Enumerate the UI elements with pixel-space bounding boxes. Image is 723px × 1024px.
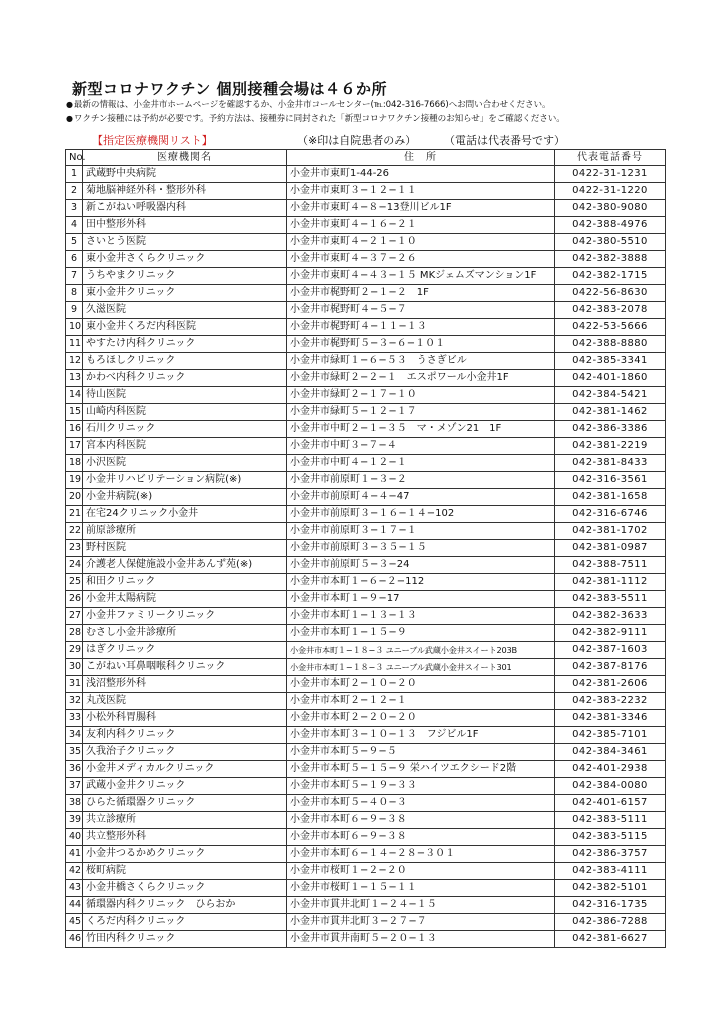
table-row — [66, 489, 666, 506]
row-number: 13 — [66, 370, 83, 387]
institution-name: 東小金井さくらクリニック — [83, 251, 287, 268]
institution-phone: 042-386-3757 — [555, 846, 666, 863]
institution-name: 在宅24クリニック小金井 — [83, 506, 287, 523]
institution-phone: 042-383-5511 — [555, 591, 666, 608]
table-row — [66, 234, 666, 251]
row-number: 22 — [66, 523, 83, 540]
institution-address: 小金井市本町５−９−５ — [287, 744, 555, 761]
institution-address: 小金井市中町３−７−４ — [287, 438, 555, 455]
institution-address: 小金井市梶野町５−３−６−１０１ — [287, 336, 555, 353]
institution-name: 共立診療所 — [83, 812, 287, 829]
institution-address: 小金井市本町１−１５−９ — [287, 625, 555, 642]
table-row — [66, 744, 666, 761]
institution-name: うちやまクリニック — [83, 268, 287, 285]
institution-address: 小金井市本町１−６−２−112 — [287, 574, 555, 591]
institution-phone: 042-382-1715 — [555, 268, 666, 285]
table-row — [66, 370, 666, 387]
table-row — [66, 268, 666, 285]
table-row — [66, 506, 666, 523]
row-number: 5 — [66, 234, 83, 251]
institution-name: 小松外科胃腸科 — [83, 710, 287, 727]
institution-address: 小金井市本町６−９−３８ — [287, 812, 555, 829]
table-header-row — [66, 150, 666, 166]
table-row — [66, 523, 666, 540]
institution-name: 久我治子クリニック — [83, 744, 287, 761]
table-row — [66, 455, 666, 472]
row-number: 10 — [66, 319, 83, 336]
row-number: 46 — [66, 931, 83, 948]
row-number: 8 — [66, 285, 83, 302]
institution-address: 小金井市本町５−４０−３ — [287, 795, 555, 812]
institution-phone: 042-388-7511 — [555, 557, 666, 574]
institution-name: 和田クリニック — [83, 574, 287, 591]
institution-address: 小金井市本町２−１２−１ — [287, 693, 555, 710]
institution-name: 丸茂医院 — [83, 693, 287, 710]
table-row — [66, 353, 666, 370]
institution-name: 浅沼整形外科 — [83, 676, 287, 693]
institution-phone: 042-385-3341 — [555, 353, 666, 370]
header-address: 住 所 — [287, 150, 555, 166]
row-number: 31 — [66, 676, 83, 693]
table-row — [66, 183, 666, 200]
row-number: 30 — [66, 659, 83, 676]
row-number: 24 — [66, 557, 83, 574]
phone-note: （電話は代表番号です） — [444, 134, 565, 147]
header-no: No. — [66, 150, 83, 166]
institution-name: やすたけ内科クリニック — [83, 336, 287, 353]
institution-name: 小金井ファミリークリニック — [83, 608, 287, 625]
row-number: 44 — [66, 897, 83, 914]
row-number: 18 — [66, 455, 83, 472]
page-title: 新型コロナワクチン 個別接種会場は４６か所 — [72, 80, 387, 98]
institution-phone: 042-381-6627 — [555, 931, 666, 948]
table-row — [66, 166, 666, 183]
institution-name: 野村医院 — [83, 540, 287, 557]
institution-name: 東小金井クリニック — [83, 285, 287, 302]
row-number: 6 — [66, 251, 83, 268]
institution-phone: 042-381-1462 — [555, 404, 666, 421]
institution-address: 小金井市本町５−１９−３３ — [287, 778, 555, 795]
institution-address: 小金井市本町６−９−３８ — [287, 829, 555, 846]
institution-phone: 042-388-8880 — [555, 336, 666, 353]
table-row — [66, 625, 666, 642]
table-row — [66, 404, 666, 421]
institution-phone: 042-381-1658 — [555, 489, 666, 506]
institution-name: 友利内科クリニック — [83, 727, 287, 744]
institution-name: 山崎内科医院 — [83, 404, 287, 421]
row-number: 29 — [66, 642, 83, 659]
institution-phone: 0422-56-8630 — [555, 285, 666, 302]
table-row — [66, 761, 666, 778]
table-row — [66, 693, 666, 710]
institution-address: 小金井市東町４−４３−１５ MKジェムズマンション1F — [287, 268, 555, 285]
institution-name: 武蔵小金井クリニック — [83, 778, 287, 795]
institution-phone: 042-316-6746 — [555, 506, 666, 523]
row-number: 35 — [66, 744, 83, 761]
institution-name: 小金井病院(※) — [83, 489, 287, 506]
bullet-icon: ● — [66, 114, 73, 123]
institution-phone: 042-381-0987 — [555, 540, 666, 557]
table-row — [66, 710, 666, 727]
table-row — [66, 200, 666, 217]
row-number: 40 — [66, 829, 83, 846]
table-body — [66, 166, 666, 948]
institution-phone: 042-381-2606 — [555, 676, 666, 693]
institution-address: 小金井市梶野町４−５−７ — [287, 302, 555, 319]
institution-phone: 042-387-1603 — [555, 642, 666, 659]
row-number: 39 — [66, 812, 83, 829]
row-number: 27 — [66, 608, 83, 625]
institution-name: はぎクリニック — [83, 642, 287, 659]
table-row — [66, 591, 666, 608]
table-row — [66, 438, 666, 455]
institution-name: 前原診療所 — [83, 523, 287, 540]
row-number: 43 — [66, 880, 83, 897]
institution-phone: 042-381-8433 — [555, 455, 666, 472]
row-number: 17 — [66, 438, 83, 455]
row-number: 45 — [66, 914, 83, 931]
reservation-note — [66, 112, 565, 124]
list-label: 【指定医療機関リスト】 — [92, 134, 213, 147]
institution-address: 小金井市前原町３−１６−１４−102 — [287, 506, 555, 523]
institution-phone: 042-316-3561 — [555, 472, 666, 489]
row-number: 19 — [66, 472, 83, 489]
row-number: 23 — [66, 540, 83, 557]
institution-address: 小金井市中町２−１−３５ マ・メゾン21 1F — [287, 421, 555, 438]
table-row — [66, 574, 666, 591]
institution-phone: 042-384-3461 — [555, 744, 666, 761]
row-number: 38 — [66, 795, 83, 812]
row-number: 3 — [66, 200, 83, 217]
institution-address: 小金井市本町３−１０−１３ フジビル1F — [287, 727, 555, 744]
institution-name: 久滋医院 — [83, 302, 287, 319]
institution-phone: 042-380-9080 — [555, 200, 666, 217]
row-number: 7 — [66, 268, 83, 285]
institution-phone: 042-383-5115 — [555, 829, 666, 846]
institution-address: 小金井市本町１−１８−３ ユニーブル武蔵小金井スイート301 — [287, 659, 555, 676]
institution-name: こがねい耳鼻咽喉科クリニック — [83, 659, 287, 676]
institution-address: 小金井市貫井南町５−２０−１３ — [287, 931, 555, 948]
institution-address: 小金井市貫井北町１−２４−１５ — [287, 897, 555, 914]
institution-phone: 042-383-2078 — [555, 302, 666, 319]
institution-address: 小金井市緑町２−１７−１０ — [287, 387, 555, 404]
institution-address: 小金井市前原町５−３−24 — [287, 557, 555, 574]
institution-phone: 042-383-4111 — [555, 863, 666, 880]
table-row — [66, 472, 666, 489]
table-row — [66, 812, 666, 829]
institution-phone: 0422-31-1220 — [555, 183, 666, 200]
institution-name: ひらた循環器クリニック — [83, 795, 287, 812]
institution-name: 武蔵野中央病院 — [83, 166, 287, 183]
institution-name: くろだ内科クリニック — [83, 914, 287, 931]
institution-name: 小金井つるかめクリニック — [83, 846, 287, 863]
table-row — [66, 302, 666, 319]
institution-phone: 042-385-7101 — [555, 727, 666, 744]
institution-phone: 042-381-3346 — [555, 710, 666, 727]
row-number: 41 — [66, 846, 83, 863]
institution-address: 小金井市東町1-44-26 — [287, 166, 555, 183]
table-row — [66, 676, 666, 693]
institution-phone: 042-380-5510 — [555, 234, 666, 251]
info-note-text: 最新の情報は、小金井市ホームページを確認するか、小金井市コールセンター(℡:042-316-7666)へお問い合わせください。 — [73, 100, 551, 110]
header-name: 医療機関名 — [83, 150, 287, 166]
institution-address: 小金井市本町１−９−17 — [287, 591, 555, 608]
institution-phone: 042-401-2938 — [555, 761, 666, 778]
institution-address: 小金井市中町４−１２−１ — [287, 455, 555, 472]
institution-phone: 042-383-5111 — [555, 812, 666, 829]
row-number: 9 — [66, 302, 83, 319]
institution-name: 小金井橋さくらクリニック — [83, 880, 287, 897]
table-row — [66, 217, 666, 234]
institution-name: 石川クリニック — [83, 421, 287, 438]
institution-address: 小金井市東町４−８−13登川ビル1F — [287, 200, 555, 217]
table-row — [66, 897, 666, 914]
institution-address: 小金井市前原町１−３−２ — [287, 472, 555, 489]
table-row — [66, 795, 666, 812]
table-row — [66, 251, 666, 268]
institution-name: 東小金井くろだ内科医院 — [83, 319, 287, 336]
institution-address: 小金井市前原町３−１７−１ — [287, 523, 555, 540]
institution-phone: 042-381-1702 — [555, 523, 666, 540]
institution-phone: 042-384-5421 — [555, 387, 666, 404]
institution-name: 菊地脳神経外科・整形外科 — [83, 183, 287, 200]
institution-name: 循環器内科クリニック ひらおか — [83, 897, 287, 914]
institution-address: 小金井市東町３−１２−１１ — [287, 183, 555, 200]
table-row — [66, 540, 666, 557]
reservation-note-text: ワクチン接種には予約が必要です。予約方法は、接種券に同封された「新型コロナワクチン接種のお知らせ」をご確認ください。 — [73, 114, 565, 124]
row-number: 14 — [66, 387, 83, 404]
institution-phone: 042-386-3386 — [555, 421, 666, 438]
table-row — [66, 829, 666, 846]
row-number: 20 — [66, 489, 83, 506]
institution-phone: 042-382-3633 — [555, 608, 666, 625]
institution-name: 小金井メディカルクリニック — [83, 761, 287, 778]
institution-address: 小金井市前原町４−４−47 — [287, 489, 555, 506]
institution-address: 小金井市東町４−１６−２１ — [287, 217, 555, 234]
header-tel: 代表電話番号 — [555, 150, 666, 166]
institution-phone: 042-316-1735 — [555, 897, 666, 914]
row-number: 28 — [66, 625, 83, 642]
institution-address: 小金井市緑町２−２−１ エスポワール小金井1F — [287, 370, 555, 387]
row-number: 12 — [66, 353, 83, 370]
bullet-icon: ● — [66, 100, 73, 109]
table-row — [66, 608, 666, 625]
institution-address: 小金井市本町２−１０−２０ — [287, 676, 555, 693]
institution-phone: 042-388-4976 — [555, 217, 666, 234]
institution-name: さいとう医院 — [83, 234, 287, 251]
table-row — [66, 880, 666, 897]
table-row — [66, 659, 666, 676]
institution-phone: 042-382-3888 — [555, 251, 666, 268]
institution-phone: 042-401-6157 — [555, 795, 666, 812]
institution-address: 小金井市本町１−１８−３ ユニーブル武蔵小金井スイート203B — [287, 642, 555, 659]
institution-name: 共立整形外科 — [83, 829, 287, 846]
table-row — [66, 387, 666, 404]
institution-name: 小金井リハビリテーション病院(※) — [83, 472, 287, 489]
row-number: 26 — [66, 591, 83, 608]
institution-address: 小金井市緑町１−６−５３ うさぎビル — [287, 353, 555, 370]
row-number: 25 — [66, 574, 83, 591]
institution-address: 小金井市貫井北町３−２７−７ — [287, 914, 555, 931]
row-number: 33 — [66, 710, 83, 727]
institution-name: 小沢医院 — [83, 455, 287, 472]
row-number: 2 — [66, 183, 83, 200]
institution-phone: 042-401-1860 — [555, 370, 666, 387]
table-row — [66, 336, 666, 353]
table-row — [66, 863, 666, 880]
institution-phone: 0422-53-5666 — [555, 319, 666, 336]
table-row — [66, 931, 666, 948]
row-number: 1 — [66, 166, 83, 183]
table-row — [66, 319, 666, 336]
row-number: 34 — [66, 727, 83, 744]
row-number: 15 — [66, 404, 83, 421]
institution-name: 待山医院 — [83, 387, 287, 404]
row-number: 32 — [66, 693, 83, 710]
institution-name: むさし小金井診療所 — [83, 625, 287, 642]
table-row — [66, 642, 666, 659]
institution-address: 小金井市緑町５−１２−１７ — [287, 404, 555, 421]
row-number: 37 — [66, 778, 83, 795]
table-row — [66, 727, 666, 744]
row-number: 21 — [66, 506, 83, 523]
institution-address: 小金井市梶野町２−１−２ 1F — [287, 285, 555, 302]
institution-address: 小金井市桜町１−１５−１１ — [287, 880, 555, 897]
table-row — [66, 557, 666, 574]
institution-phone: 042-384-0080 — [555, 778, 666, 795]
row-number: 36 — [66, 761, 83, 778]
institution-name: 宮本内科医院 — [83, 438, 287, 455]
institution-name: 介護老人保健施設小金井あんず苑(※) — [83, 557, 287, 574]
institution-phone: 042-386-7288 — [555, 914, 666, 931]
institution-address: 小金井市本町２−２０−２０ — [287, 710, 555, 727]
institution-address: 小金井市東町４−３７−２６ — [287, 251, 555, 268]
medical-institution-table — [65, 149, 666, 948]
row-number: 42 — [66, 863, 83, 880]
institution-name: かわべ内科クリニック — [83, 370, 287, 387]
institution-name: 竹田内科クリニック — [83, 931, 287, 948]
row-number: 4 — [66, 217, 83, 234]
row-number: 11 — [66, 336, 83, 353]
info-note — [66, 98, 551, 110]
table-row — [66, 846, 666, 863]
institution-name: 小金井太陽病院 — [83, 591, 287, 608]
institution-address: 小金井市東町４−２１−１０ — [287, 234, 555, 251]
institution-name: 田中整形外科 — [83, 217, 287, 234]
institution-address: 小金井市桜町１−２−２０ — [287, 863, 555, 880]
institution-name: もろほしクリニック — [83, 353, 287, 370]
institution-address: 小金井市本町６−１４−２８−３０１ — [287, 846, 555, 863]
table-row — [66, 778, 666, 795]
institution-name: 桜町病院 — [83, 863, 287, 880]
institution-phone: 042-381-1112 — [555, 574, 666, 591]
institution-address: 小金井市本町１−１３−１３ — [287, 608, 555, 625]
institution-phone: 042-382-5101 — [555, 880, 666, 897]
institution-address: 小金井市本町５−１５−９ 栄ハイツエクシード2階 — [287, 761, 555, 778]
row-number: 16 — [66, 421, 83, 438]
institution-address: 小金井市前原町３−３５−１５ — [287, 540, 555, 557]
institution-phone: 042-381-2219 — [555, 438, 666, 455]
institution-phone: 042-382-9111 — [555, 625, 666, 642]
institution-phone: 0422-31-1231 — [555, 166, 666, 183]
own-patients-note: （※印は自院患者のみ） — [297, 134, 417, 147]
table-row — [66, 285, 666, 302]
institution-phone: 042-387-8176 — [555, 659, 666, 676]
institution-phone: 042-383-2232 — [555, 693, 666, 710]
institution-address: 小金井市梶野町４−１１−１３ — [287, 319, 555, 336]
institution-name: 新こがねい呼吸器内科 — [83, 200, 287, 217]
table-row — [66, 421, 666, 438]
table-row — [66, 914, 666, 931]
